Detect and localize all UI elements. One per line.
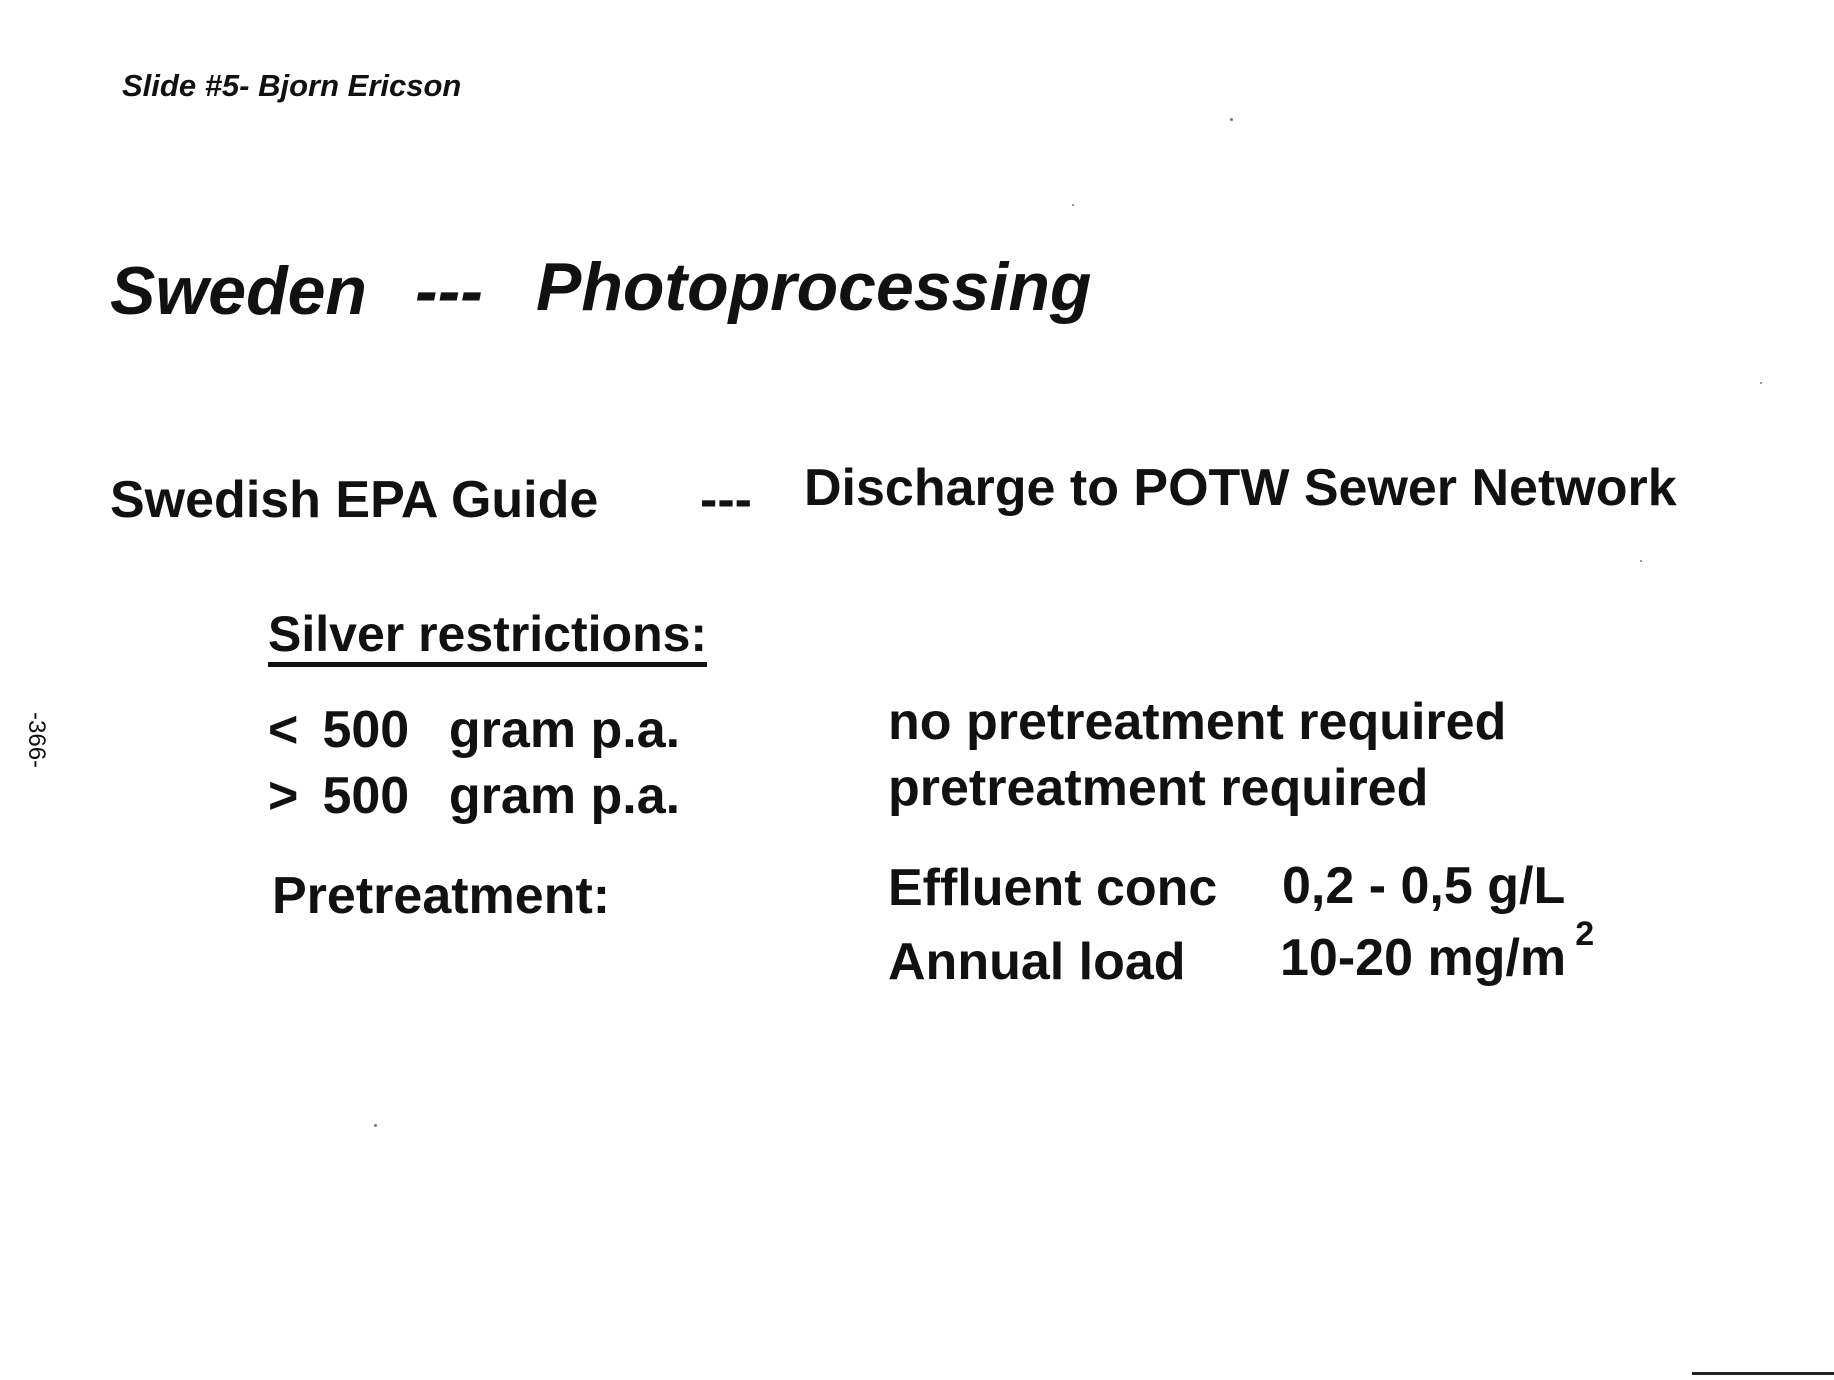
silver-amount: 500 (322, 767, 410, 825)
silver-requirement: no pretreatment required (888, 693, 1507, 751)
limit-value: 0,2 - 0,5 g/L (1282, 857, 1566, 915)
title-topic: Photoprocessing (536, 249, 1092, 325)
silver-unit: gram p.a. (448, 701, 681, 759)
subtitle-separator: --- (700, 471, 752, 529)
title-separator: --- (415, 253, 483, 329)
silver-requirement: pretreatment required (888, 759, 1429, 817)
limit-value (1280, 915, 1595, 988)
comparison-symbol: < (268, 701, 299, 759)
scan-speck (1640, 560, 1642, 562)
subtitle-discharge: Discharge to POTW Sewer Network (804, 459, 1677, 517)
silver-unit: gram p.a. (448, 767, 681, 825)
silver-restrictions-heading: Silver restrictions: (268, 606, 707, 667)
title-country: Sweden (110, 253, 367, 329)
silver-amount: 500 (322, 701, 410, 759)
limit-superscript: 2 (1575, 915, 1595, 953)
page-number: -366- (23, 712, 50, 769)
scan-speck (1760, 382, 1762, 384)
scan-speck (1230, 118, 1233, 121)
silver-rule-row (268, 766, 680, 826)
scan-speck (1072, 204, 1074, 206)
comparison-symbol: > (268, 767, 299, 825)
silver-rule-row (268, 700, 680, 760)
pretreatment-label: Pretreatment: (272, 867, 611, 925)
limit-value-text: 10-20 mg/m (1280, 929, 1567, 987)
scan-speck (374, 1124, 377, 1127)
subtitle-guide: Swedish EPA Guide (110, 471, 599, 529)
limit-label: Effluent conc (888, 859, 1218, 917)
slide-label: Slide #5- Bjorn Ericson (122, 68, 462, 103)
limit-label: Annual load (888, 933, 1186, 991)
scan-edge-line (1692, 1372, 1834, 1375)
